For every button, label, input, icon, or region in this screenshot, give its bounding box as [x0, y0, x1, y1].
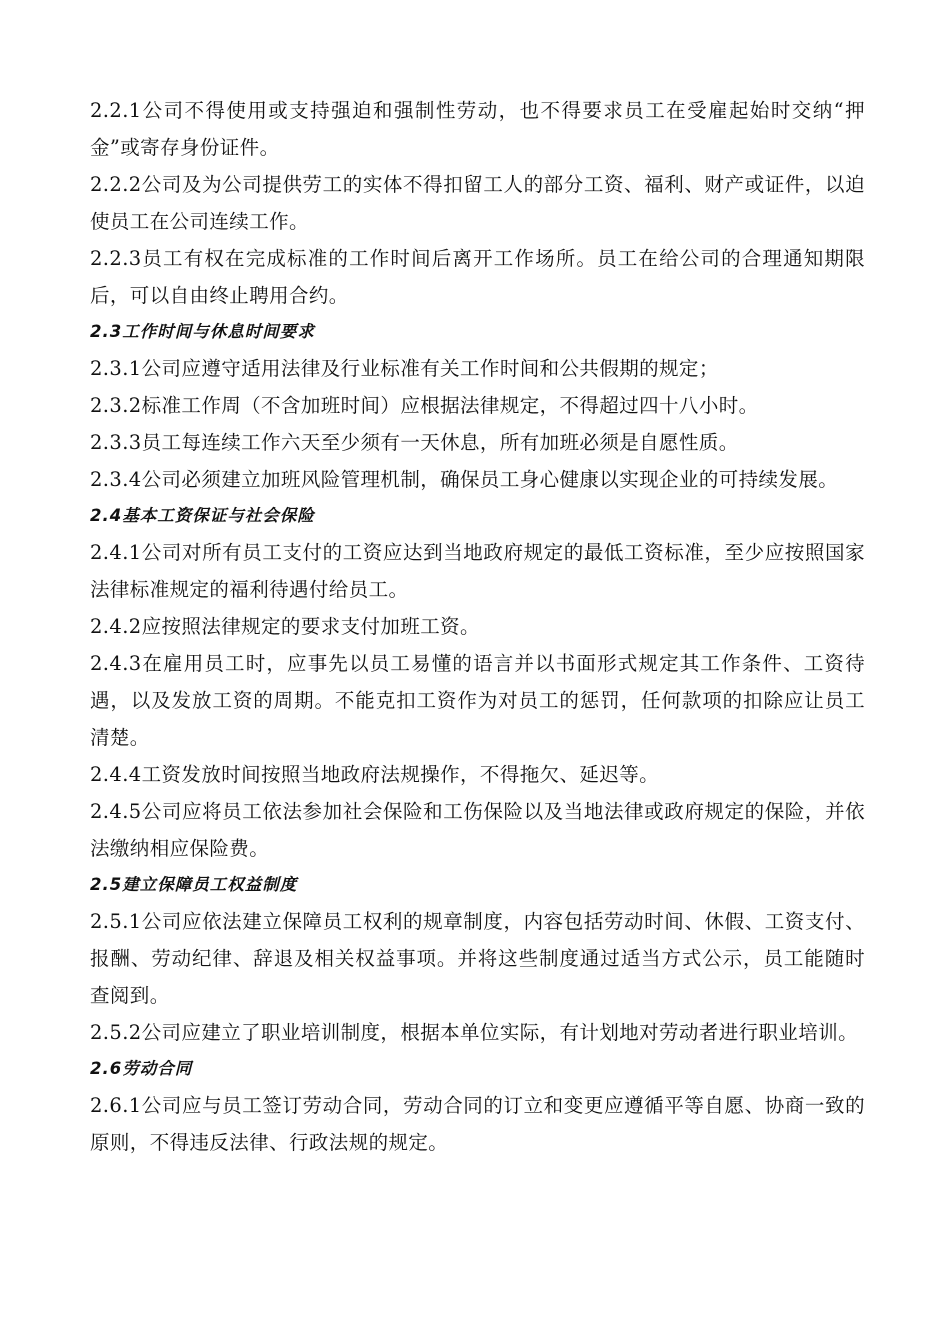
- paragraph-2-4-1: 2.4.1公司对所有员工支付的工资应达到当地政府规定的最低工资标准，至少应按照国家法律标准规定的福利待遇付给员工。: [90, 541, 865, 601]
- paragraph-2-4-2: 2.4.2应按照法律规定的要求支付加班工资。: [90, 615, 480, 638]
- paragraph-2-4-3: 2.4.3在雇用员工时，应事先以员工易懂的语言并以书面形式规定其工作条件、工资待遇，以及发放工资的周期。不能克扣工资作为对员工的惩罚，任何款项的扣除应让员工清楚。: [90, 652, 865, 749]
- paragraph-2-5-1: 2.5.1公司应依法建立保障员工权利的规章制度，内容包括劳动时间、休假、工资支付、报酬、劳动纪律、辞退及相关权益事项。并将这些制度通过适当方式公示，员工能随时查阅到。: [90, 910, 865, 1007]
- section-heading-2-3: 2.3工作时间与休息时间要求: [90, 322, 315, 341]
- paragraph-2-2-2: 2.2.2公司及为公司提供劳工的实体不得扣留工人的部分工资、福利、财产或证件，以迫使员工在公司连续工作。: [90, 173, 865, 233]
- paragraph-2-4-5: 2.4.5公司应将员工依法参加社会保险和工伤保险以及当地法律或政府规定的保险，并依法缴纳相应保险费。: [90, 800, 865, 860]
- paragraph-2-5-2: 2.5.2公司应建立了职业培训制度，根据本单位实际，有计划地对劳动者进行职业培训。: [90, 1021, 859, 1044]
- paragraph-2-3-3: 2.3.3员工每连续工作六天至少须有一天休息，所有加班必须是自愿性质。: [90, 431, 739, 454]
- section-heading-2-5: 2.5建立保障员工权益制度: [90, 875, 298, 894]
- section-heading-2-4: 2.4基本工资保证与社会保险: [90, 506, 315, 525]
- paragraph-2-3-4: 2.3.4公司必须建立加班风险管理机制，确保员工身心健康以实现企业的可持续发展。: [90, 468, 839, 491]
- paragraph-2-3-2: 2.3.2标准工作周（不含加班时间）应根据法律规定，不得超过四十八小时。: [90, 394, 759, 417]
- paragraph-2-2-1: 2.2.1公司不得使用或支持强迫和强制性劳动，也不得要求员工在受雇起始时交纳“押金”或寄存身份证件。: [90, 99, 865, 159]
- paragraph-2-2-3: 2.2.3员工有权在完成标准的工作时间后离开工作场所。员工在给公司的合理通知期限后，可以自由终止聘用合约。: [90, 247, 865, 307]
- document-page: [90, 92, 865, 1161]
- paragraph-2-6-1: 2.6.1公司应与员工签订劳动合同，劳动合同的订立和变更应遵循平等自愿、协商一致的原则，不得违反法律、行政法规的规定。: [90, 1094, 865, 1154]
- paragraph-2-4-4: 2.4.4工资发放时间按照当地政府法规操作，不得拖欠、延迟等。: [90, 763, 660, 786]
- paragraph-2-3-1: 2.3.1公司应遵守适用法律及行业标准有关工作时间和公共假期的规定；: [90, 357, 719, 380]
- section-heading-2-6: 2.6劳动合同: [90, 1059, 193, 1078]
